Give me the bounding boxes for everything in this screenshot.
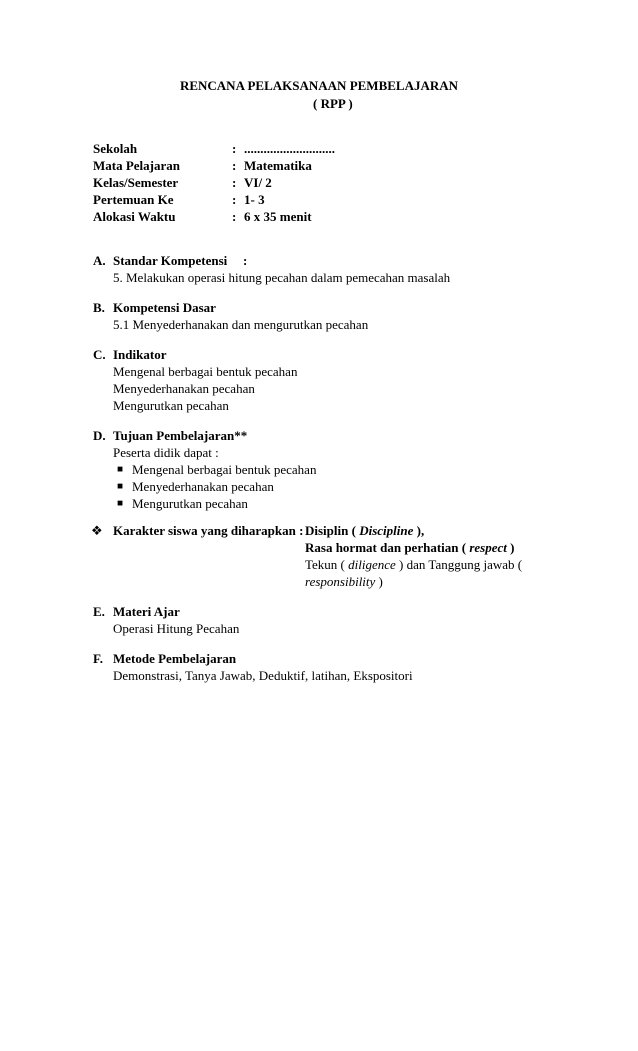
identity-colon: : [232, 175, 237, 190]
identity-label-mata-pelajaran: Mata Pelajaran [93, 158, 181, 173]
identity-label-alokasi-waktu: Alokasi Waktu [93, 209, 176, 224]
section-c-letter: C. [93, 347, 106, 362]
diamond-bullet-icon: ❖ [91, 523, 103, 538]
identity-colon: : [232, 209, 237, 224]
section-e-title: Materi Ajar [113, 604, 180, 619]
section-a-letter: A. [93, 253, 106, 268]
identity-value-alokasi-waktu: 6 x 35 menit [244, 209, 312, 224]
identity-colon: : [232, 158, 237, 173]
indicator-item: Mengenal berbagai bentuk pecahan [113, 364, 298, 379]
identity-colon: : [232, 141, 237, 156]
indicator-item: Mengurutkan pecahan [113, 398, 229, 413]
square-bullet-icon: ■ [117, 464, 124, 475]
section-a-content: 5. Melakukan operasi hitung pecahan dalam pemecahan masalah [113, 270, 451, 285]
section-b-content: 5.1 Menyederhanakan dan mengurutkan pecahan [113, 317, 369, 332]
section-f-title: Metode Pembelajaran [113, 651, 237, 666]
section-b-title: Kompetensi Dasar [113, 300, 216, 315]
section-d-intro: Peserta didik dapat : [113, 445, 219, 460]
section-a-colon: : [243, 253, 248, 268]
identity-label-kelas-semester: Kelas/Semester [93, 175, 179, 190]
objective-item: Menyederhanakan pecahan [132, 479, 274, 494]
section-e-letter: E. [93, 604, 105, 619]
identity-label-sekolah: Sekolah [93, 141, 138, 156]
square-bullet-icon: ■ [117, 498, 124, 509]
identity-value-mata-pelajaran: Matematika [244, 158, 312, 173]
karakter-line-1: Disiplin ( Discipline ), [305, 523, 425, 538]
section-c-title: Indikator [113, 347, 167, 362]
indicator-item: Menyederhanakan pecahan [113, 381, 255, 396]
identity-value-sekolah: ............................ [244, 141, 335, 156]
section-f-letter: F. [93, 651, 103, 666]
section-f-content: Demonstrasi, Tanya Jawab, Deduktif, latihan, Ekspositori [113, 668, 413, 683]
karakter-label: Karakter siswa yang diharapkan : [113, 523, 304, 538]
identity-value-kelas-semester: VI/ 2 [244, 175, 272, 190]
section-e-content: Operasi Hitung Pecahan [113, 621, 240, 636]
identity-colon: : [232, 192, 237, 207]
section-d-title: Tujuan Pembelajaran** [113, 428, 248, 443]
karakter-line-4: responsibility ) [305, 574, 383, 589]
section-b-letter: B. [93, 300, 105, 315]
objective-item: Mengenal berbagai bentuk pecahan [132, 462, 317, 477]
section-d-letter: D. [93, 428, 106, 443]
document-subtitle: ( RPP ) [313, 96, 353, 111]
identity-value-pertemuan: 1- 3 [244, 192, 265, 207]
objective-item: Mengurutkan pecahan [132, 496, 248, 511]
identity-label-pertemuan: Pertemuan Ke [93, 192, 174, 207]
section-a-title: Standar Kompetensi [113, 253, 228, 268]
square-bullet-icon: ■ [117, 481, 124, 492]
karakter-line-3: Tekun ( diligence ) dan Tanggung jawab ( [305, 557, 523, 572]
document-title: RENCANA PELAKSANAAN PEMBELAJARAN [179, 78, 459, 93]
karakter-line-2: Rasa hormat dan perhatian ( respect ) [305, 540, 515, 555]
